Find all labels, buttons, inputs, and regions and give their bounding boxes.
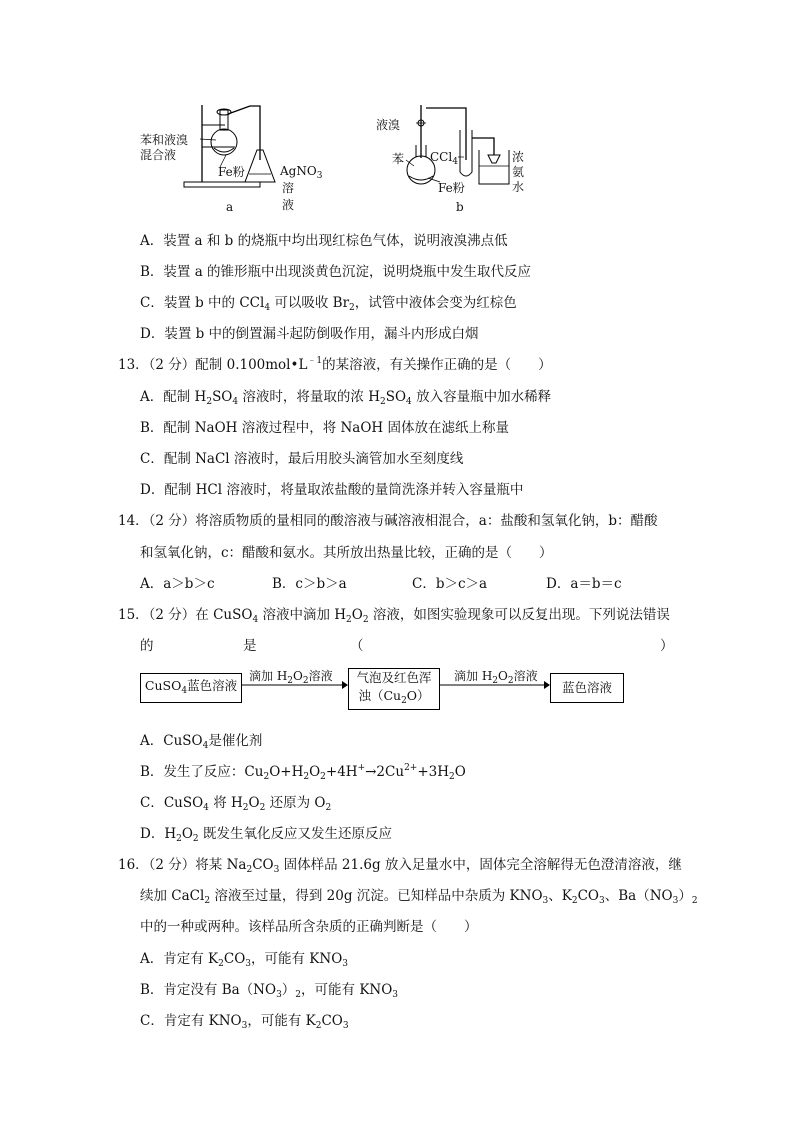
- q15-stem-line2-a: 的: [140, 638, 154, 654]
- caption-b: b: [456, 200, 464, 214]
- q13-option-a: A．配制 $H_2SO_4$ 溶液时，将量取的浓 $H_2SO_4$ 放入容量瓶中加水稀释: [140, 389, 552, 407]
- q14-option-a: A．a＞b＞c: [140, 576, 215, 592]
- flow-arrow1-label: 滴加 $H_2O_2$溶液: [249, 669, 333, 686]
- q12-option-a: A．装置 a 和 b 的烧瓶中均出现红棕色气体，说明液溴沸点低: [140, 233, 508, 249]
- caption-a: a: [226, 200, 234, 214]
- q16-option-b: B．肯定没有 $Ba(NO_3)_2$，可能有 $KNO_3$: [140, 982, 399, 1000]
- figure-a: [140, 100, 323, 215]
- label-bromine: 液溴: [376, 118, 401, 132]
- q14-option-b: B．c＞b＞a: [272, 576, 347, 592]
- flow-arrow2: [440, 680, 550, 690]
- q16-option-a: A．肯定有 $K_2CO_3$，可能有 $KNO_3$: [140, 951, 349, 969]
- q16-option-c: C．肯定有 $KNO_3$，可能有 $K_2CO_3$: [140, 1013, 349, 1031]
- label-mixture-line1: 苯和液溴: [140, 133, 189, 147]
- label-benzene: 苯: [392, 152, 405, 166]
- q14-option-d: D．a＝b＝c: [546, 576, 622, 592]
- q13-stem: 13．（2 分）配制 $0.100mol•L^{﹣1}$的某溶液，有关操作正确的是（ ）: [118, 356, 552, 373]
- q15-option-c: C．CuSO$_4$ 将 $H_2O_2$ 还原为 $O_2$: [140, 795, 332, 813]
- q14-stem-line1: 14．（2 分）将溶质物质的量相同的酸溶液与碱溶液相混合，a：盐酸和氢氧化钠，b：醋酸: [118, 513, 658, 529]
- flow-arrow1: [242, 680, 348, 690]
- label-ammonia-1: 浓: [512, 150, 525, 164]
- q12-option-b: B．装置 a 的锥形瓶中出现淡黄色沉淀，说明烧瓶中发生取代反应: [140, 264, 532, 280]
- q13-option-c: C．配制 NaCl 溶液时，最后用胶头滴管加水至刻度线: [140, 451, 464, 467]
- label-ammonia-2: 氨: [512, 165, 525, 179]
- q16-stem-line2: 续加 CaCl$_2$ 溶液至过量，得到 20g 沉淀。已知样品中杂质为 $KNO_3$、$K_2CO_3$、$Ba(NO_3)_2$: [140, 888, 698, 906]
- q15-option-d: D．$H_2O_2$ 既发生氧化反应又发生还原反应: [140, 826, 392, 844]
- q15-option-a: A．CuSO$_4$是催化剂: [140, 733, 263, 751]
- label-ammonia-3: 水: [512, 180, 525, 194]
- q15-stem-line2-c: （: [350, 638, 364, 654]
- q12-option-c: C．装置 b 中的 CCl$_4$ 可以吸收 $Br_2$，试管中液体会变为红棕色: [140, 295, 517, 313]
- figure-b: [376, 100, 536, 215]
- label-agno3: AgNO$_3$: [280, 164, 323, 181]
- q12-option-d: D．装置 b 中的倒置漏斗起防倒吸作用，漏斗内形成白烟: [140, 326, 479, 342]
- q14-option-c: C．b＞c＞a: [412, 576, 488, 592]
- q15-stem-line2-d: ）: [660, 638, 674, 654]
- q16-stem-line1: 16．（2 分）将某 $Na_2CO_3$ 固体样品 21.6g 放入足量水中，固体完全溶解得无色澄清溶液，继: [118, 857, 682, 875]
- flow-box-precipitate: 气泡及红色浑 浊$(Cu_2O)$: [348, 668, 440, 710]
- label-mixture-line2: 混合液: [140, 148, 177, 162]
- flow-box-cuso4: CuSO$_4$蓝色溶液: [140, 673, 242, 703]
- q14-stem-line2: 和氢氧化钠，c：醋酸和氨水。其所放出热量比较，正确的是（ ）: [140, 545, 553, 561]
- flow-box-blue: 蓝色溶液: [550, 673, 624, 703]
- q13-option-b: B．配制 NaOH 溶液过程中，将 NaOH 固体放在滤纸上称量: [140, 420, 509, 436]
- label-ccl4: CCl$_4$: [430, 150, 458, 167]
- q15-stem-line1: 15．（2 分）在 CuSO$_4$ 溶液中滴加 $H_2O_2$ 溶液，如图实验现象可以反复出现。下列说法错误: [118, 607, 670, 625]
- q13-option-d: D．配制 HCl 溶液时，将量取浓盐酸的量筒洗涤并转入容量瓶中: [140, 482, 524, 498]
- flow-arrow2-label: 滴加 $H_2O_2$溶液: [454, 669, 538, 686]
- q15-stem-line2-b: 是: [243, 638, 257, 654]
- label-fe-a: Fe粉: [218, 165, 245, 179]
- label-solution: 溶液: [282, 181, 295, 212]
- q16-stem-line3: 中的一种或两种。该样品所含杂质的正确判断是（ ）: [140, 919, 478, 935]
- q15-option-b: B．发生了反应：$Cu_2O+H_2O_2+4H^+\to 2Cu^{2+}+3H_2O$: [140, 763, 466, 782]
- label-fe-b: Fe粉: [438, 181, 465, 195]
